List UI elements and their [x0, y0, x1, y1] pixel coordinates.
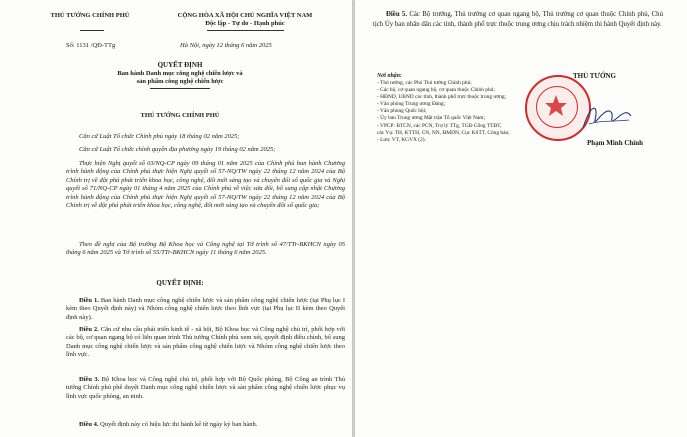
issuer-underline [80, 30, 104, 31]
recipient-item: - VPCP: BTCN, các PCN, Trợ lý TTg, TGĐ Cổng TTĐT, [377, 122, 502, 129]
article-2 [66, 326, 345, 360]
article-1-label: Điều 1. [79, 297, 99, 304]
handwritten-signature [577, 98, 637, 136]
article-3-label: Điều 3. [79, 376, 100, 383]
nation-name: CỘNG HÒA XÃ HỘI CHỦ NGHĨA VIỆT NAM [177, 12, 313, 19]
article-1-text: Ban hành Danh mục công nghệ chiến lược và sản phẩm công nghệ chiến lược (tại Phụ lục I kèm theo Quyết định này) và Nhóm công nghệ chiến lược theo lĩnh vực (tại Phụ lục II kèm theo Quyết định này). [66, 297, 345, 321]
document-subject-line-2: sản phẩm công nghệ chiến lược [136, 78, 224, 85]
article-3-text: Bộ Khoa học và Công nghệ chủ trì, phối hợp với Bộ Quốc phòng, Bộ Công an trình Thủ tướng Chính phủ phê duyệt Danh mục công nghệ chiến lược và sản phẩm công nghệ chiến lược phục vụ lĩnh vực quốc phòng, an ninh. [66, 376, 345, 400]
recipient-item: - Thủ tướng, các Phó Thủ tướng Chính phủ; [377, 80, 472, 86]
recipient-item: các Vụ: TH, KTTH, CN, NN, ĐMDN, Cục KSTT, Công báo; [377, 129, 510, 136]
recipient-item: - Ủy ban Trung ương Mặt trận Tổ quốc Việt Nam; [377, 115, 485, 122]
recipient-item: - Lưu: VT, KGVX (2). [377, 136, 426, 143]
motto-underline [207, 30, 284, 31]
decides-heading: QUYẾT ĐỊNH: [156, 279, 204, 287]
recipients-list [377, 80, 510, 144]
legal-basis-1: Căn cứ Luật Tổ chức Chính phủ ngày 18 tháng 02 năm 2025; [79, 133, 240, 140]
signer-name: Phạm Minh Chính [587, 139, 644, 147]
document-number: Số: 1131 /QĐ-TTg [66, 42, 116, 49]
recipient-item: - Văn phòng Trung ương Đảng; [377, 101, 446, 108]
document-type: QUYẾT ĐỊNH [157, 61, 203, 69]
article-4-label: Điều 4. [79, 421, 99, 428]
article-5 [373, 10, 663, 29]
recipient-item: - HĐND, UBND các tỉnh, thành phố trực thuộc trung ương; [377, 94, 507, 101]
recipient-item: - Các bộ, cơ quan ngang bộ, cơ quan thuộc Chính phủ; [377, 87, 495, 94]
article-5-label: Điều 5. [386, 11, 408, 18]
legal-basis-2: Căn cứ Luật Tổ chức chính quyền địa phương ngày 19 tháng 02 năm 2025; [79, 146, 276, 153]
article-5-text: Các Bộ trưởng, Thủ trưởng cơ quan ngang bộ, Thủ trưởng cơ quan thuộc Chính phủ, Chủ tịch Ủy ban nhân dân các tỉnh, thành phố trực thuộc trung ương chịu trách nhiệm thi hành Quyết định này. [373, 11, 663, 28]
signer-title: THỦ TƯỚNG [573, 72, 616, 80]
document-subject-line-1: Ban hành Danh mục công nghệ chiến lược và [117, 70, 243, 77]
article-4-text: Quyết định này có hiệu lực thi hành kể từ ngày ký ban hành. [100, 421, 258, 428]
article-2-text: Căn cứ nhu cầu phát triển kinh tế - xã hội, Bộ Khoa học và Công nghệ chủ trì, phối hợp với các bộ, cơ quan ngang bộ có liên quan trình Thủ tướng Chính phủ xem xét, quyết định điều chỉnh, bổ sung Danh mục công nghệ chiến lược và sản phẩm công nghệ chiến lược và Nhóm công nghệ chiến lược theo lĩnh vực. [66, 326, 346, 359]
issuing-authority: THỦ TƯỚNG CHÍNH PHỦ [140, 112, 220, 119]
article-1 [66, 297, 345, 322]
legal-basis-4: Theo đề nghị của Bộ trưởng Bộ Khoa học và Công nghệ tại Tờ trình số 47/TTr-BKHCN ngày 05 tháng 6 năm 2025 và Tờ trình số 55/TTr-BKHCN ngày 11 tháng 6 năm 2025. [66, 241, 345, 257]
article-3 [66, 376, 345, 401]
place-and-date: Hà Nội, ngày 12 tháng 6 năm 2025 [180, 42, 272, 49]
article-4 [66, 421, 345, 429]
national-motto: Độc lập - Tự do - Hạnh phúc [205, 20, 285, 27]
article-2-label: Điều 2. [79, 326, 99, 333]
subject-underline [150, 88, 210, 89]
legal-basis-3: Thực hiện Nghị quyết số 03/NQ-CP ngày 09 tháng 01 năm 2025 của Chính phủ ban hành Chương trình hành động của Chính phủ thực hiện Nghị quyết số 57-NQ/TW ngày 22 tháng 12 năm 2024 của Bộ Chính trị về đột phá phát triển khoa học, công nghệ, đổi mới sáng tạo và chuyển đổi số quốc gia và Nghị quyết số 71/NQ-CP ngày 01 tháng 4 năm 2025 của Chính phủ về việc sửa đổi, bổ sung cập nhật Chương trình hành động của Chính phủ thực hiện Nghị quyết số 57-NQ/TW ngày 22 tháng 12 năm 2024 của Bộ Chính trị về đột phá phát triển khoa học, công nghệ, đổi mới sáng tạo và chuyển đổi số quốc gia; [66, 160, 345, 210]
recipient-item: - Văn phòng Quốc hội; [377, 108, 427, 115]
decision-page-2 [355, 0, 687, 437]
issuer-name: THỦ TƯỚNG CHÍNH PHỦ [50, 12, 130, 19]
recipients-title: Nơi nhận: [377, 73, 402, 79]
